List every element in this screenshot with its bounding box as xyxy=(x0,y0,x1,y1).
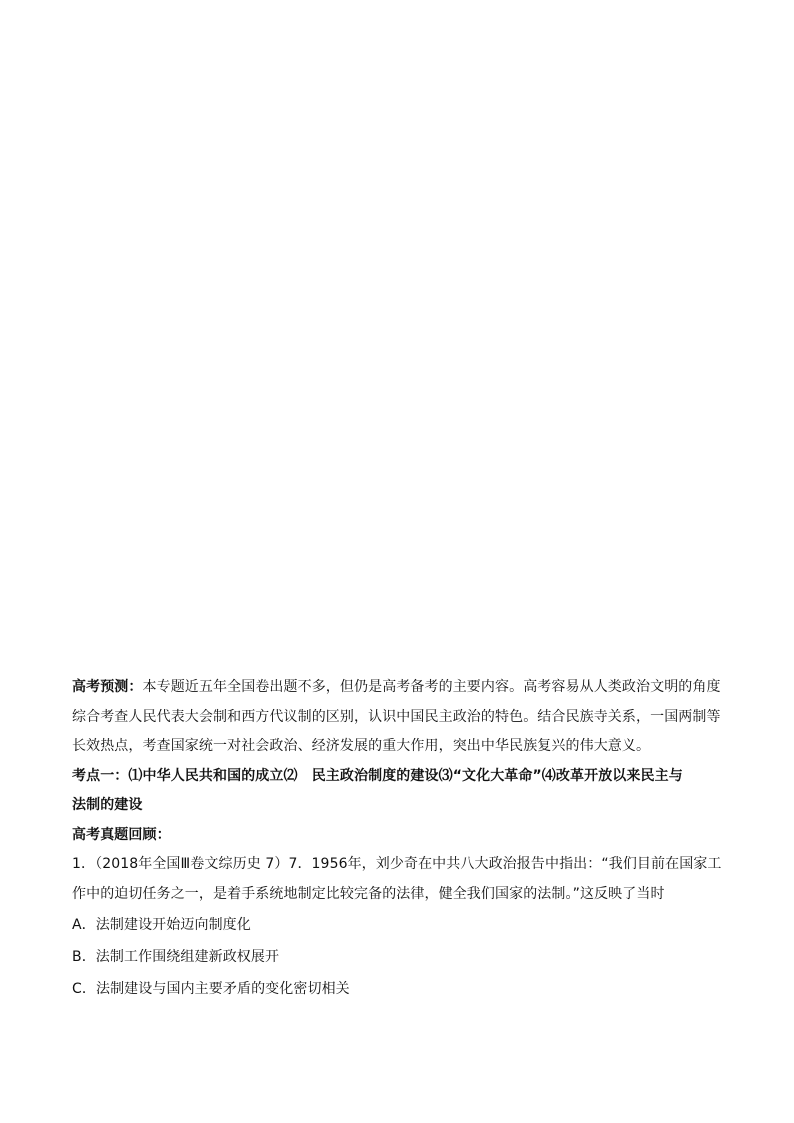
exam-prediction-line-3: 长效热点，考查国家统一对社会政治、经济发展的重大作用，突出中华民族复兴的伟大意义。 xyxy=(72,738,651,754)
key-point-line-2: 法制的建设 xyxy=(72,797,143,813)
exam-prediction-line-1 xyxy=(72,673,724,703)
question-stem-line-2: 作中的迫切任务之一，是着手系统地制定比较完备的法律，健全我们国家的法制。”这反映了当时 xyxy=(72,885,665,902)
document-body xyxy=(72,673,724,1005)
exam-prediction-text-1: 本专题近五年全国卷出题不多，但仍是高考备考的主要内容。高考容易从人类政治文明的角度 xyxy=(142,679,721,695)
option-c: C．法制建设与国内主要矛盾的变化密切相关 xyxy=(72,981,350,997)
key-point-heading xyxy=(72,762,724,821)
exam-prediction-label: 高考预测： xyxy=(72,679,143,695)
past-exam-review-heading: 高考真题回顾： xyxy=(72,826,171,843)
key-point-line-1: 考点一：⑴中华人民共和国的成立⑵ 民主政治制度的建设⑶“文化大革命”⑷改革开放以来民主与 xyxy=(72,767,683,784)
exam-prediction-line-2: 综合考查人民代表大会制和西方代议制的区别，认识中国民主政治的特色。结合民族寺关系，一国两制等 xyxy=(72,708,721,725)
question-stem-line-1: 1．（2018年全国Ⅲ卷文综历史 7）7．1956年，刘少奇在中共八大政治报告中指出：“我们目前在国家工 xyxy=(72,856,722,872)
option-a: A．法制建设开始迈向制度化 xyxy=(72,917,251,933)
option-b: B．法制工作围绕组建新政权展开 xyxy=(72,949,280,965)
exam-prediction-paragraph xyxy=(72,673,724,762)
question-stem xyxy=(72,850,724,909)
